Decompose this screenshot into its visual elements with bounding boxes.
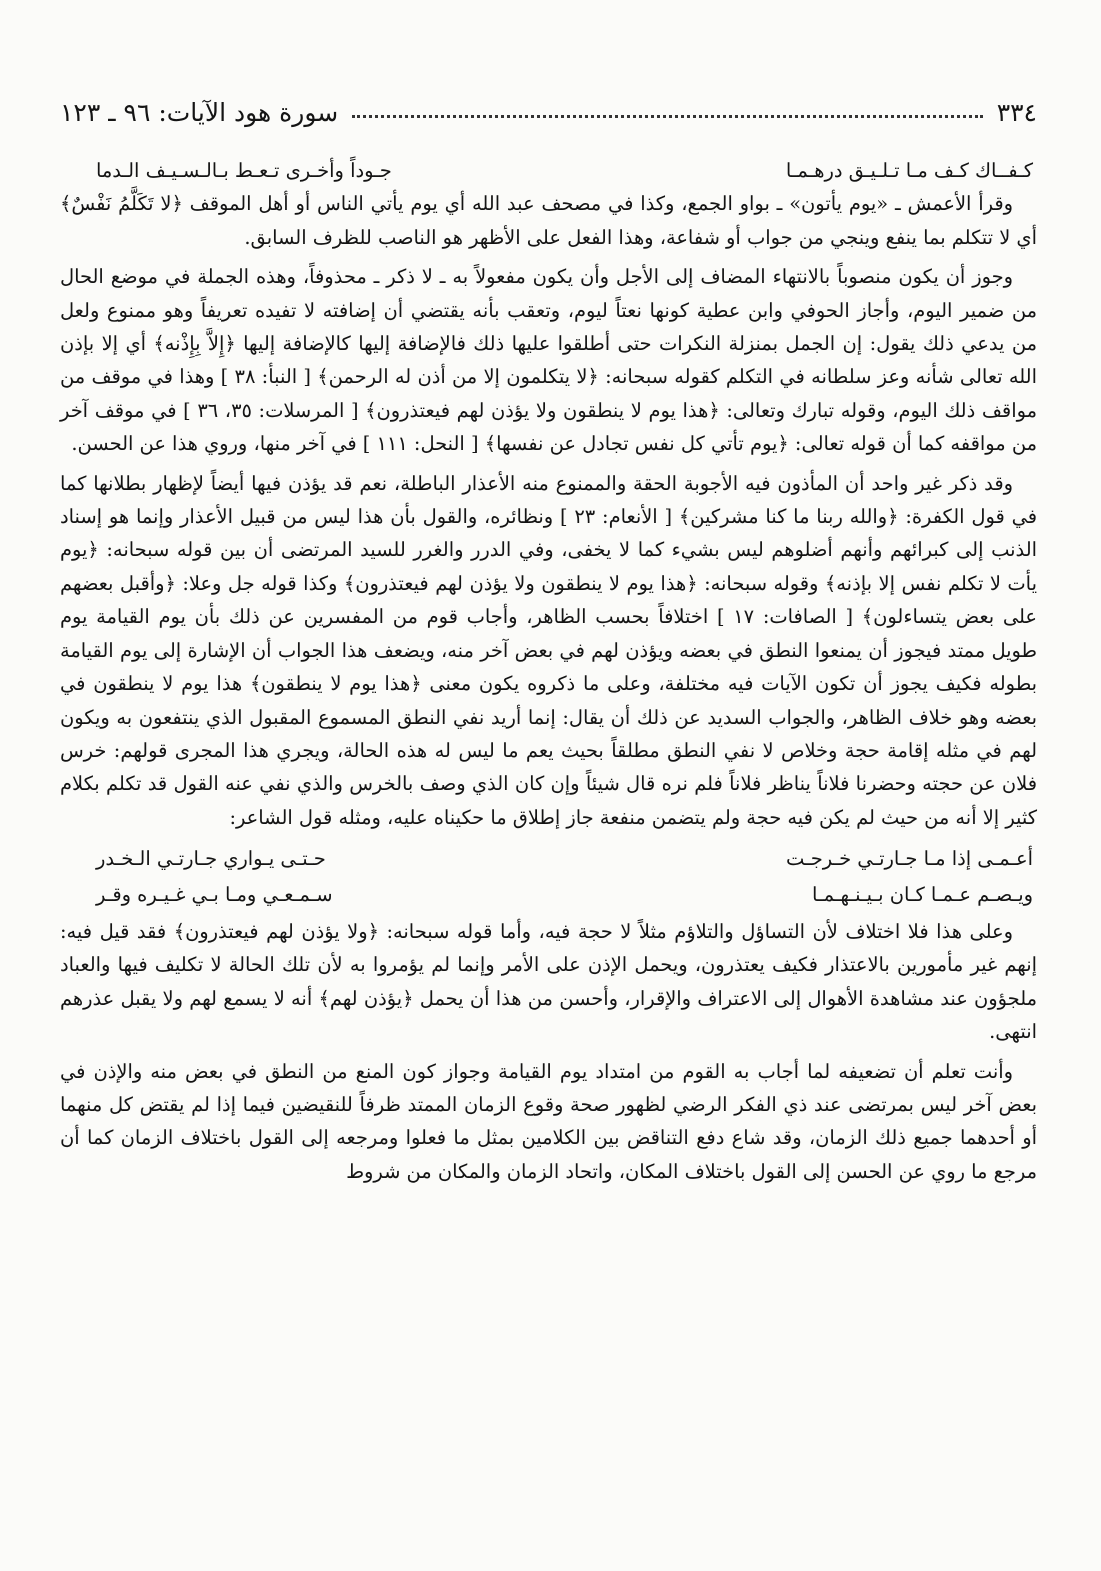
page-body [60,150,1037,1192]
poem-line-1-right: أعـمـى إذا مـا جـارتـي خـرجـت [786,847,1033,871]
running-title: سورة هود الآيات: ٩٦ ـ ١٢٣ [60,97,339,127]
paragraph-3: وقد ذكر غير واحد أن المأذون فيه الأجوبة الحقة والممنوع منه الأعذار الباطلة، نعم قد يؤذن فيها أيضاً لإظهار بطلانها كما في قول الكفرة: ﴿والله ربنا ما كنا مشركين﴾ [ الأنعام: ٢٣ ] ونظائره، والقول بأن هذا ليس من قبيل الأعذار وإنما هو إسناد الذنب إلى كبرائهم وأنهم أضلوهم ليس بشيء كما لا يخفى، وفي الدرر والغرر للسيد المرتضى أن بين قوله سبحانه: ﴿يوم يأت لا تكلم نفس إلا بإذنه﴾ وقوله سبحانه: ﴿هذا يوم لا ينطقون ولا يؤذن لهم فيعتذرون﴾ وكذا قوله جل وعلا: ﴿وأقبل بعضهم على بعض يتساءلون﴾ [ الصافات: ١٧ ] اختلافاً بحسب الظاهر، وأجاب قوم من المفسرين عن ذلك بأن يوم القيامة يوم طويل ممتد فيجوز أن يمنعوا النطق في بعضه ويؤذن لهم في بعض آخر منه، ويضعف هذا الجواب أن الإشارة إلى يوم القيامة بطوله فكيف يجوز أن تكون الآيات فيه مختلفة، وعلى ما ذكروه يكون معنى ﴿هذا يوم لا ينطقون﴾ هذا يوم لا ينطقون في بعضه وهو خلاف الظاهر، والجواب السديد عن ذلك أن يقال: إنما أريد نفي النطق المسموع المقبول الذي ينتفعون به ويكون لهم في مثله إقامة حجة وخلاص لا نفي النطق مطلقاً بحيث يعم ما ليس له هذه الحالة، ويجري هذا المجرى قولهم: خرس فلان عن حجته وحضرنا فلاناً يناظر فلاناً فلم نره قال شيئاً وإن كان الذي وصف بالخرس والذي نفي عنه القول قد تكلم بكلام كثير إلا أنه من حيث لم يكن فيه حجة ولم يتضمن منفعة جاز إطلاق ما حكيناه عليه، ومثله قول الشاعر: [60,471,1038,829]
page-number: ٣٣٤ [996,97,1037,127]
poem-line-2-right: ويـصـم عـمـا كـان بـيـنـهـمـا [811,882,1033,906]
poem-line-2-left: سـمـعـي ومـا بـي غـيـره وقـر [96,882,333,906]
paragraph-2: وجوز أن يكون منصوباً بالانتهاء المضاف إلى الأجل وأن يكون مفعولاً به ـ لا ذكر ـ محذوفاً، وهذه الجملة في موضع الحال من ضمير اليوم، وأجاز الحوفي وابن عطية كونها نعتاً ليوم، وتعقب بأنه يقتضي أن إضافته لا تفيده تعريفاً وهو ممنوع ولعل من يدعي ذلك يقول: إن الجمل بمنزلة النكرات حتى أطلقوا عليها ذلك فالإضافة إليها كالإضافة إليها ﴿إِلاَّ بِإِذْنه﴾ أي إلا بإذن الله تعالى شأنه وعز سلطانه في التكلم كقوله سبحانه: ﴿لا يتكلمون إلا من أذن له الرحمن﴾ [ النبأ: ٣٨ ] وهذا في موقف من مواقف ذلك اليوم، وقوله تبارك وتعالى: ﴿هذا يوم لا ينطقون ولا يؤذن لهم فيعتذرون﴾ [ المرسلات: ٣٥، ٣٦ ] في موقف آخر من مواقفه كما أن قوله تعالى: ﴿يوم تأتي كل نفس تجادل عن نفسها﴾ [ النحل: ١١١ ] في آخر منها، وروي هذا عن الحسن. [60,265,1037,456]
header-dotted-rule [352,107,982,118]
verse-hemistich-right: كـفــاك كـف مـا تـلـيـق درهـمـا [785,159,1033,182]
verse-hemistich-left: جـوداً وأخـرى تـعـط بـالـسـيـف الـدما [96,159,392,182]
paragraph-1: وقرأ الأعمش ـ «يوم يأتون» ـ بواو الجمع، وكذا في مصحف عبد الله أي يوم يأتي الناس أو أهل الموقف ﴿لا تَكَلَّمُ نَفْسٌ﴾ أي لا تتكلم بما ينفع وينجي من جواب أو شفاعة، وهذا الفعل على الأظهر هو الناصب للظرف السابق. [60,192,1037,249]
poem-line-1 [60,842,1037,875]
paragraph-5: وأنت تعلم أن تضعيفه لما أجاب به القوم من امتداد يوم القيامة وجواز كون المنع من النطق في بعض منه والإذن في بعض آخر ليس بمرتضى عند ذي الفكر الرضي لظهور صحة وقوع الزمان الممتد ظرفاً للنقيضين فيما إذا لم يقتض كل منهما أو أحدهما جميع ذلك الزمان، وقد شاع دفع التناقض بين الكلامين بمثل ما فعلوا ومرجعه إلى القول باختلاف الزمان كما أن مرجع ما روي عن الحسن إلى القول باختلاف المكان، واتحاد الزمان والمكان من شروط [60,1059,1038,1183]
poem-line-1-left: حـتـى يـواري جـارتـي الـخـدر [96,847,326,871]
paragraph-4: وعلى هذا فلا اختلاف لأن التساؤل والتلاؤم مثلاً لا حجة فيه، وأما قوله سبحانه: ﴿ولا يؤذن لهم فيعتذرون﴾ فقد قيل فيه: إنهم غير مأمورين بالاعتذار فكيف يعتذرون، ويحمل الإذن على الأمر وإنما لم يؤمروا به لأن تلك الحالة لا تكليف فيها والعباد ملجؤون عند مشاهدة الأهوال إلى الاعتراف والإقرار، وأحسن من هذا أن يحمل ﴿يؤذن لهم﴾ أنه لا يسمع لهم ولا يقبل عذرهم انتهى. [60,919,1037,1044]
page-header [60,92,1037,132]
verse-line-top [60,154,1037,187]
poem-block [60,842,1037,911]
poem-line-2 [60,878,1037,911]
